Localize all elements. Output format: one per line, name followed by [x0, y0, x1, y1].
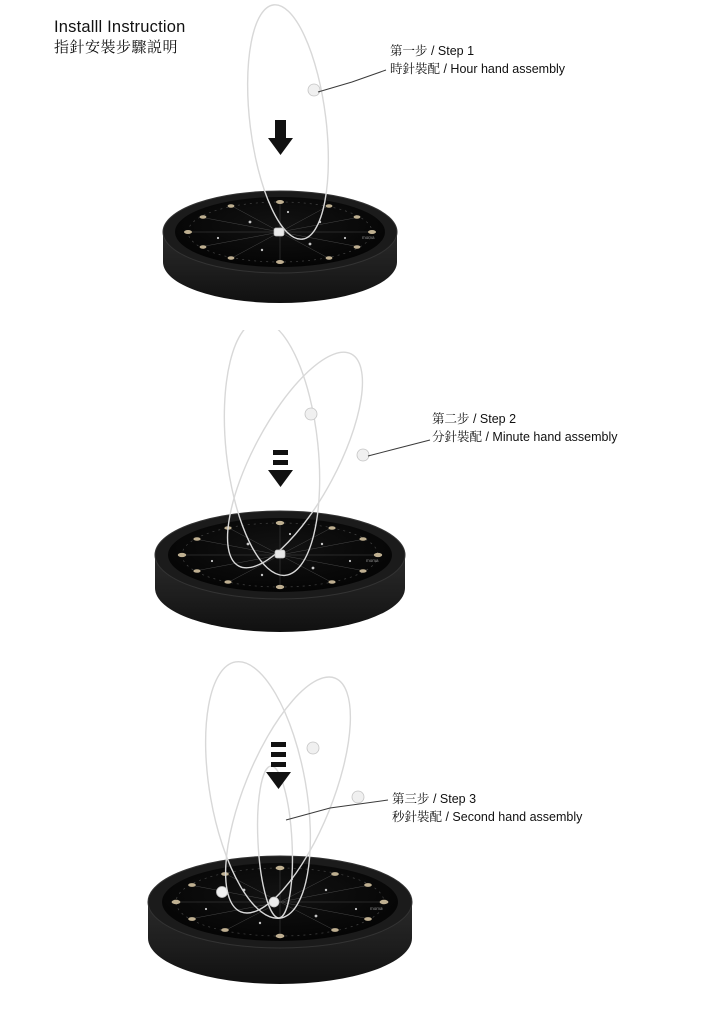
step-3-illustration: [0, 660, 715, 1024]
step-2-callout: [432, 410, 618, 446]
step-1-illustration: [0, 0, 715, 330]
step-3-label-en: 秒針裝配 / Second hand assembly: [392, 810, 583, 825]
step-2-label-zh: 第二步 / Step 2: [432, 412, 517, 426]
brand-mark: moma: [366, 558, 379, 563]
brand-mark: moma: [370, 906, 383, 911]
step-3-label-zh: 第三步 / Step 3: [392, 792, 477, 806]
step-3-callout: [392, 790, 582, 826]
step-2-label-en: 分針裝配 / Minute hand assembly: [432, 430, 618, 445]
step-2-illustration: [0, 330, 715, 660]
step-1-callout: [390, 42, 565, 78]
page-title-zh: 指針安裝步驟説明: [54, 39, 179, 57]
step-1-label-zh: 第一步 / Step 1: [390, 44, 475, 58]
assembly-arrow: [266, 742, 291, 789]
hand-hub: [269, 897, 279, 907]
page-title-en: Installl Instruction: [54, 18, 186, 36]
step-1-label-en: 時針裝配 / Hour hand assembly: [390, 62, 566, 77]
brand-mark: moma: [362, 235, 375, 240]
step-1-leader-line: [318, 70, 386, 92]
step-3-leader-line: [286, 800, 388, 820]
assembly-arrow: [268, 450, 293, 487]
hand-hub: [275, 550, 285, 558]
assembly-arrow: [268, 120, 293, 155]
step-2-leader-line: [368, 440, 430, 456]
